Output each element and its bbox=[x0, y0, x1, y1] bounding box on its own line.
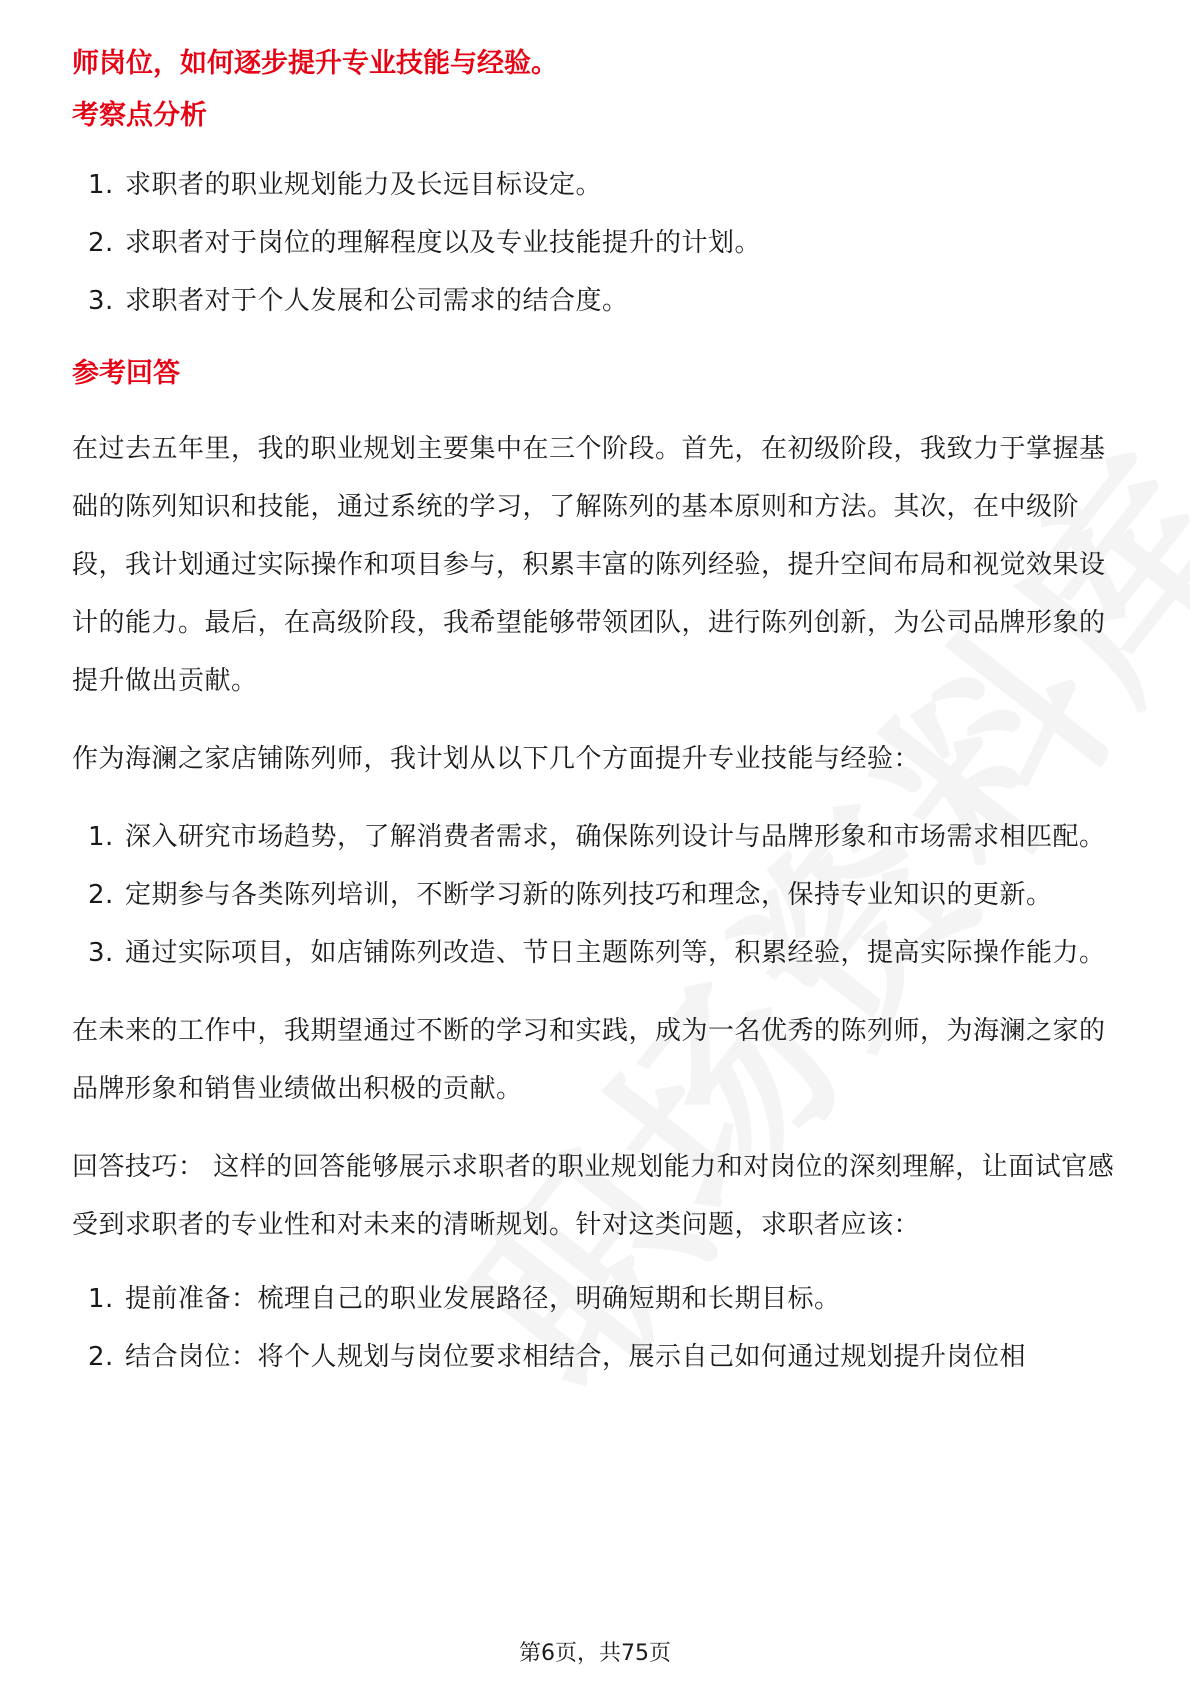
list-number: 1. bbox=[88, 822, 114, 852]
list-text: 定期参与各类陈列培训，不断学习新的陈列技巧和理念，保持专业知识的更新。 bbox=[125, 880, 1053, 910]
list-text: 结合岗位：将个人规划与岗位要求相结合，展示自己如何通过规划提升岗位相 bbox=[125, 1342, 1027, 1372]
tips-list bbox=[72, 1270, 1122, 1386]
list-number: 2. bbox=[88, 1342, 114, 1372]
list-item bbox=[72, 808, 1122, 866]
list-number: 1. bbox=[88, 170, 114, 200]
list-item bbox=[72, 866, 1122, 924]
list-item bbox=[72, 272, 1122, 330]
list-number: 2. bbox=[88, 228, 114, 258]
list-number: 1. bbox=[88, 1284, 114, 1314]
list-text: 求职者的职业规划能力及长远目标设定。 bbox=[125, 170, 603, 200]
answer-paragraph-2: 作为海澜之家店铺陈列师，我计划从以下几个方面提升专业技能与经验： bbox=[72, 744, 921, 774]
list-text: 求职者对于岗位的理解程度以及专业技能提升的计划。 bbox=[125, 228, 762, 258]
list-number: 3. bbox=[88, 286, 114, 316]
list-text: 求职者对于个人发展和公司需求的结合度。 bbox=[125, 286, 629, 316]
list-item bbox=[72, 924, 1122, 982]
tips-paragraph: 回答技巧： 这样的回答能够展示求职者的职业规划能力和对岗位的深刻理解，让面试官感受到求职者的专业性和对未来的清晰规划。针对这类问题，求职者应该： bbox=[72, 1152, 1115, 1240]
answer-title: 参考回答 bbox=[72, 358, 180, 389]
list-number: 3. bbox=[88, 938, 114, 968]
list-text: 提前准备：梳理自己的职业发展路径，明确短期和长期目标。 bbox=[125, 1284, 841, 1314]
list-text: 通过实际项目，如店铺陈列改造、节日主题陈列等，积累经验，提高实际操作能力。 bbox=[125, 938, 1106, 968]
list-item bbox=[72, 1270, 1122, 1328]
answer-paragraph-1: 在过去五年里，我的职业规划主要集中在三个阶段。首先，在初级阶段，我致力于掌握基础的陈列知识和技能，通过系统的学习，了解陈列的基本原则和方法。其次，在中级阶段，我计划通过实际操作和项目参与，积累丰富的陈列经验，提升空间布局和视觉效果设计的能力。最后，在高级阶段，我希望能够带领团队，进行陈列创新，为公司品牌形象的提升做出贡献。 bbox=[72, 434, 1106, 696]
list-item bbox=[72, 214, 1122, 272]
analysis-title: 考察点分析 bbox=[72, 100, 207, 131]
answer-list bbox=[72, 808, 1122, 982]
list-text: 深入研究市场趋势，了解消费者需求，确保陈列设计与品牌形象和市场需求相匹配。 bbox=[125, 822, 1106, 852]
question-continuation: 师岗位，如何逐步提升专业技能与经验。 bbox=[72, 48, 558, 79]
list-item bbox=[72, 156, 1122, 214]
page-content bbox=[72, 42, 1122, 1386]
page-number: 第6页，共75页 bbox=[519, 1641, 671, 1666]
analysis-list bbox=[72, 156, 1122, 330]
answer-paragraph-3: 在未来的工作中，我期望通过不断的学习和实践，成为一名优秀的陈列师，为海澜之家的品牌形象和销售业绩做出积极的贡献。 bbox=[72, 1016, 1106, 1104]
list-item bbox=[72, 1328, 1122, 1386]
list-number: 2. bbox=[88, 880, 114, 910]
